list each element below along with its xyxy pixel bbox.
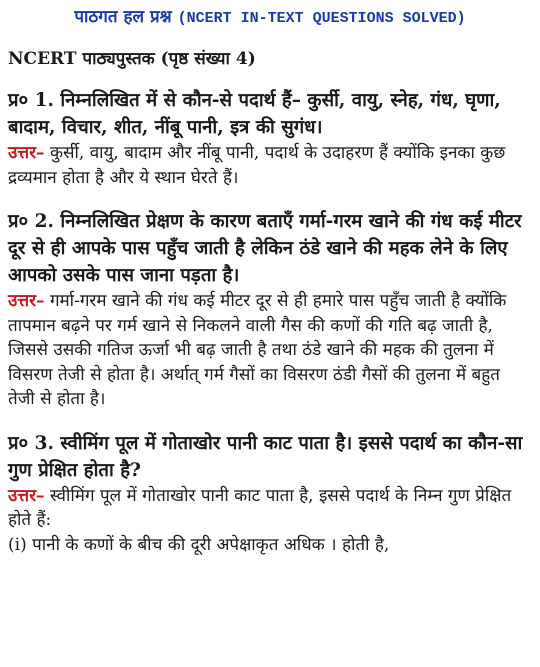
question-number: प्र० 1. <box>8 90 54 111</box>
question-3 <box>8 430 532 484</box>
question-text: निम्नलिखित प्रेक्षण के कारण बताएँ गर्मा-गरम खाने की गंध कई मीटर दूर से ही आपके पास पहुँच जाती है लेकिन ठंडे खाने की महक लेने के लिए आपको उसके पास जाना पड़ता है। <box>8 211 522 286</box>
answer-list-item: (i) पानी के कणों के बीच की दूरी अपेक्षाकृत अधिक । होती है, <box>8 534 390 555</box>
section-heading <box>8 4 532 27</box>
answer-label: उत्तर– <box>8 485 45 506</box>
answer-label: उत्तर– <box>8 291 45 311</box>
book-reference: NCERT पाठ्यपुस्तक (पृष्ठ संख्या 4) <box>8 49 256 69</box>
question-number: प्र० 2. <box>8 211 54 232</box>
heading-hindi: पाठगत हल प्रश्न <box>74 7 172 27</box>
question-block-3 <box>8 430 532 558</box>
question-block-1 <box>8 87 532 190</box>
question-text: स्वीमिंग पूल में गोताखोर पानी काट पाता है। इससे पदार्थ का कौन-सा गुण प्रेक्षित होता है? <box>8 432 523 481</box>
answer-text: स्वीमिंग पूल में गोताखोर पानी काट पाता है, इससे पदार्थ के निम्न गुण प्रेक्षित होते हैं: <box>8 485 512 530</box>
heading-english: (NCERT IN-TEXT QUESTIONS SOLVED) <box>177 10 466 27</box>
answer-text: गर्मा-गरम खाने की गंध कई मीटर दूर से ही हमारे पास पहुँच जाती है क्योंकि तापमान बढ़ने पर गर्म खाने से निकलने वाली गैस की कणों की गति बढ़ जाती है, जिससे उसकी गतिज ऊर्जा भी बढ़ जाती है तथा ठंडे खाने की महक की तुलना में विसरण तेजी से होता है। अर्थात् गर्म गैसों का विसरण ठंडी गैसों की तुलना में बहुत तेजी से होता है। <box>8 291 507 409</box>
question-text: निम्नलिखित में से कौन-से पदार्थ हैं– कुर्सी, वायु, स्नेह, गंध, घृणा, बादाम, विचार, शीत, नींबू पानी, इत्र की सुगंध। <box>8 90 501 138</box>
answer-text: कुर्सी, वायु, बादाम और नींबू पानी, पदार्थ के उदाहरण हैं क्योंकि इनका कुछ द्रव्यमान होता है और ये स्थान घेरते हैं। <box>8 143 506 188</box>
question-2 <box>8 208 532 289</box>
answer-1 <box>8 141 532 190</box>
answer-3 <box>8 484 532 533</box>
question-block-2 <box>8 208 532 412</box>
answer-label: उत्तर– <box>8 143 45 163</box>
question-1 <box>8 87 532 141</box>
answer-2 <box>8 289 532 412</box>
question-number: प्र० 3. <box>8 432 54 454</box>
